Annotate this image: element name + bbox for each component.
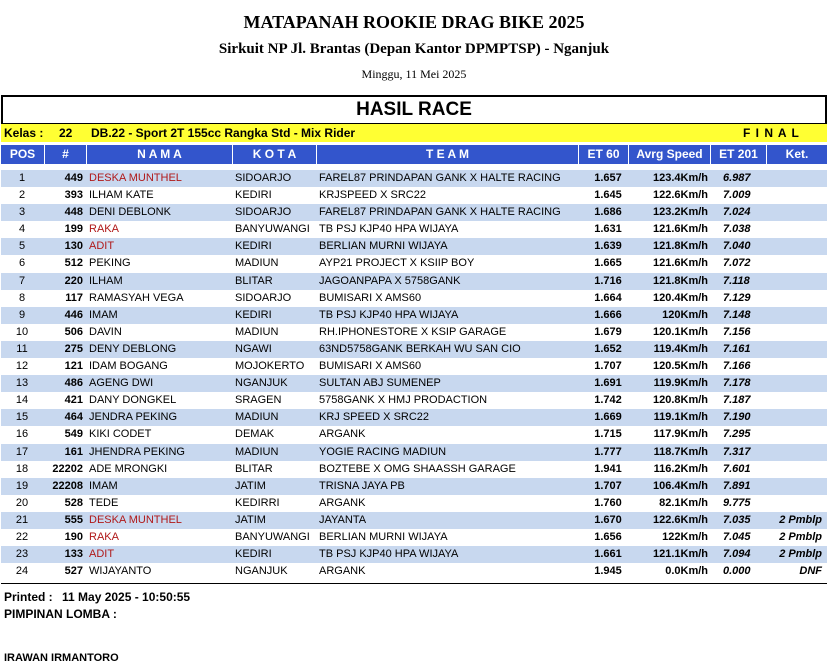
cell-team: JAGOANPAPA X 5758GANK: [319, 274, 461, 287]
cell-speed: 119.4Km/h: [653, 342, 708, 355]
pimpinan-label: PIMPINAN LOMBA :: [4, 607, 117, 621]
table-row: [1, 461, 827, 478]
cell-number: 121: [64, 360, 83, 373]
cell-pos: 13: [15, 377, 29, 390]
cell-et60: 1.656: [594, 530, 622, 543]
cell-speed: 118.7Km/h: [653, 445, 708, 458]
cell-et201: 7.024: [723, 206, 751, 219]
cell-name: ILHAM: [89, 274, 123, 287]
cell-et201: 7.190: [723, 411, 751, 424]
cell-name: DENI DEBLONK: [89, 206, 171, 219]
cell-speed: 116.2Km/h: [653, 462, 708, 475]
cell-number: 549: [64, 428, 83, 441]
cell-city: SIDOARJO: [235, 172, 292, 184]
cell-name: RAMASYAH VEGA: [89, 291, 184, 304]
event-subtitle: Sirkuit NP Jl. Brantas (Depan Kantor DPMPTSP) - Nganjuk: [218, 41, 610, 57]
cell-city: MOJOKERTO: [235, 360, 305, 373]
cell-pos: 3: [18, 206, 26, 219]
cell-name: ADIT: [89, 548, 115, 561]
table-row: [1, 409, 827, 426]
cell-team: FAREL87 PRINDAPAN GANK X HALTE RACING: [319, 206, 561, 219]
cell-city: BLITAR: [235, 462, 273, 475]
cell-city: SIDOARJO: [235, 206, 292, 219]
event-title: MATAPANAH ROOKIE DRAG BIKE 2025: [243, 12, 585, 32]
cell-speed: 82.1Km/h: [659, 496, 708, 509]
cell-ket: 2 Pmblp: [779, 548, 822, 561]
cell-team: BERLIAN MURNI WIJAYA: [319, 530, 448, 543]
cell-et201: 7.161: [723, 342, 751, 355]
cell-pos: 5: [18, 240, 26, 253]
cell-et60: 1.657: [594, 172, 622, 184]
cell-team: FAREL87 PRINDAPAN GANK X HALTE RACING: [319, 172, 561, 184]
table-row: [1, 221, 827, 238]
cell-speed: 121.8Km/h: [652, 274, 708, 287]
cell-pos: 22: [15, 530, 29, 543]
cell-et201: 7.156: [723, 325, 751, 338]
table-row: [1, 358, 827, 375]
cell-city: DEMAK: [235, 428, 275, 441]
cell-number: 275: [64, 342, 83, 355]
col-et60: ET 60: [579, 145, 629, 164]
cell-team: KRJ SPEED X SRC22: [319, 411, 430, 424]
cell-pos: 18: [15, 462, 29, 475]
cell-city: KEDIRRI: [235, 496, 280, 509]
cell-name: DAVIN: [89, 325, 122, 338]
cell-speed: 0.0Km/h: [665, 565, 708, 578]
cell-pos: 10: [15, 325, 29, 338]
cell-number: 527: [64, 565, 83, 578]
table-row: [1, 324, 827, 341]
table-row: [1, 341, 827, 358]
cell-team: ARGANK: [319, 565, 366, 578]
cell-et60: 1.760: [594, 496, 622, 509]
table-row: [1, 273, 827, 290]
col-kota: K O T A: [233, 145, 317, 164]
cell-number: 528: [64, 496, 83, 509]
cell-number: 512: [64, 257, 83, 270]
cell-pos: 23: [15, 548, 29, 561]
cell-team: BOZTEBE X OMG SHAASSH GARAGE: [319, 462, 516, 475]
cell-et60: 1.645: [594, 189, 622, 202]
table-row: [1, 255, 827, 272]
event-date: Minggu, 11 Mei 2025: [361, 67, 467, 81]
cell-et60: 1.686: [594, 206, 622, 219]
printed-value: 11 May 2025 - 10:50:55: [62, 590, 191, 604]
cell-name: KIKI CODET: [89, 428, 152, 441]
cell-pos: 11: [16, 342, 28, 355]
cell-et60: 1.670: [594, 513, 622, 526]
cell-name: ADE MRONGKI: [89, 462, 168, 475]
cell-name: WIJAYANTO: [89, 565, 152, 578]
cell-et201: 9.775: [723, 496, 751, 509]
cell-speed: 120.8Km/h: [652, 394, 708, 407]
cell-number: 22208: [52, 479, 83, 492]
class-bar: [1, 124, 827, 142]
cell-name: IMAM: [89, 479, 118, 492]
cell-name: ADIT: [89, 240, 115, 253]
cell-number: 555: [64, 513, 83, 526]
cell-team: 5758GANK X HMJ PRODACTION: [319, 394, 488, 407]
cell-team: BUMISARI X AMS60: [319, 360, 422, 373]
cell-pos: 7: [18, 274, 26, 287]
cell-et201: 7.118: [723, 274, 750, 287]
table-bottom-line: [1, 583, 827, 584]
cell-city: MADIUN: [235, 257, 279, 270]
cell-pos: 8: [18, 291, 26, 304]
cell-pos: 12: [15, 360, 29, 373]
table-row: [1, 187, 827, 204]
cell-name: ILHAM KATE: [89, 189, 154, 202]
cell-ket: DNF: [799, 565, 822, 578]
cell-name: AGENG DWI: [89, 377, 154, 390]
cell-ket: 2 Pmblp: [779, 513, 822, 526]
cell-city: BLITAR: [235, 274, 273, 287]
cell-city: BANYUWANGI: [235, 223, 310, 236]
col-pos: POS: [1, 145, 45, 164]
col-speed: Avrg Speed: [629, 145, 711, 164]
cell-number: 161: [64, 445, 83, 458]
cell-et201: 7.129: [723, 291, 751, 304]
cell-et60: 1.679: [594, 325, 622, 338]
cell-et201: 7.045: [723, 530, 751, 543]
cell-city: MADIUN: [235, 445, 279, 458]
cell-name: TEDE: [89, 496, 119, 509]
cell-number: 22202: [52, 462, 83, 475]
cell-number: 506: [64, 325, 83, 338]
table-row: [1, 204, 827, 221]
cell-et201: 7.035: [723, 513, 751, 526]
cell-city: SRAGEN: [235, 394, 282, 407]
cell-number: 199: [64, 223, 83, 236]
table-row: [1, 495, 827, 512]
cell-speed: 119.9Km/h: [653, 377, 708, 390]
cell-pos: 14: [15, 394, 29, 407]
cell-number: 421: [64, 394, 83, 407]
cell-name: DANY DONGKEL: [89, 394, 177, 407]
cell-name: IDAM BOGANG: [89, 360, 168, 373]
table-header: [1, 145, 827, 164]
cell-name: DENY DEBLONG: [89, 342, 177, 355]
cell-team: 63ND5758GANK BERKAH WU SAN CIO: [319, 342, 521, 355]
cell-et60: 1.665: [594, 257, 622, 270]
col-team: T E A M: [317, 145, 579, 164]
cell-et201: 0.000: [723, 565, 751, 578]
table-row: [1, 170, 827, 187]
cell-team: TB PSJ KJP40 HPA WIJAYA: [319, 308, 459, 321]
table-row: [1, 426, 827, 443]
cell-et60: 1.715: [594, 428, 622, 441]
printed-line: [4, 590, 191, 604]
cell-et201: 7.295: [723, 428, 751, 441]
col-et201: ET 201: [711, 145, 767, 164]
cell-et60: 1.691: [594, 377, 622, 390]
cell-et201: 7.166: [723, 360, 751, 373]
cell-team: JAYANTA: [319, 513, 367, 526]
cell-et201: 7.094: [723, 548, 751, 561]
cell-pos: 17: [15, 445, 29, 458]
class-stage: F I N A L: [743, 126, 800, 140]
cell-name: RAKA: [89, 223, 119, 236]
cell-team: ARGANK: [319, 428, 366, 441]
table-row: [1, 529, 827, 546]
col-ket: Ket.: [785, 147, 809, 161]
cell-team: SULTAN ABJ SUMENEP: [319, 377, 441, 390]
table-row: [1, 444, 827, 461]
cell-city: BANYUWANGI: [235, 530, 310, 543]
cell-et60: 1.664: [594, 291, 622, 304]
cell-et60: 1.945: [594, 565, 622, 578]
table-row: [1, 512, 827, 529]
cell-et201: 7.891: [723, 479, 751, 492]
result-banner: HASIL RACE: [1, 95, 827, 125]
table-row: [1, 290, 827, 307]
cell-speed: 120.4Km/h: [652, 291, 708, 304]
cell-pos: 19: [15, 479, 29, 492]
col-nama: N A M A: [87, 145, 233, 164]
col-no: #: [45, 145, 87, 164]
class-name: DB.22 - Sport 2T 155cc Rangka Std - Mix Rider: [91, 126, 356, 140]
cell-team: TB PSJ KJP40 HPA WIJAYA: [319, 223, 459, 236]
cell-city: MADIUN: [235, 325, 279, 338]
cell-et60: 1.652: [594, 342, 622, 355]
table-row: [1, 307, 827, 324]
cell-pos: 9: [18, 308, 26, 321]
cell-team: YOGIE RACING MADIUN: [319, 445, 447, 458]
cell-number: 446: [64, 308, 83, 321]
cell-city: JATIM: [235, 479, 266, 492]
cell-city: SIDOARJO: [235, 291, 292, 304]
cell-name: JHENDRA PEKING: [89, 445, 185, 458]
cell-et60: 1.631: [594, 223, 622, 236]
cell-team: RH.IPHONESTORE X KSIP GARAGE: [319, 325, 507, 338]
table-row: [1, 375, 827, 392]
cell-speed: 121.8Km/h: [652, 240, 708, 253]
cell-et60: 1.707: [594, 360, 622, 373]
cell-team: BUMISARI X AMS60: [319, 291, 422, 304]
cell-speed: 120Km/h: [662, 308, 708, 321]
cell-pos: 15: [15, 411, 29, 424]
signatory-name: IRAWAN IRMANTORO: [4, 652, 119, 664]
cell-speed: 120.1Km/h: [652, 325, 708, 338]
cell-speed: 106.4Km/h: [652, 479, 708, 492]
cell-et201: 7.040: [723, 240, 751, 253]
cell-speed: 117.9Km/h: [653, 428, 708, 441]
cell-name: PEKING: [89, 257, 131, 270]
class-label: Kelas :: [4, 126, 44, 140]
table-row: [1, 392, 827, 409]
cell-city: NGANJUK: [235, 565, 288, 578]
cell-team: ARGANK: [319, 496, 366, 509]
table-row: [1, 478, 827, 495]
cell-speed: 123.4Km/h: [652, 172, 708, 184]
cell-speed: 122.6Km/h: [652, 189, 708, 202]
cell-team: TB PSJ KJP40 HPA WIJAYA: [319, 548, 459, 561]
cell-speed: 119.1Km/h: [653, 411, 708, 424]
cell-number: 130: [64, 240, 83, 253]
cell-pos: 2: [18, 189, 26, 202]
cell-et60: 1.707: [594, 479, 622, 492]
cell-et60: 1.666: [594, 308, 622, 321]
cell-pos: 20: [15, 496, 29, 509]
cell-et201: 7.178: [723, 377, 751, 390]
cell-number: 449: [64, 172, 83, 184]
table-row: [1, 238, 827, 255]
cell-et60: 1.669: [594, 411, 622, 424]
cell-speed: 121.1Km/h: [652, 548, 708, 561]
cell-et201: 7.317: [723, 445, 751, 458]
cell-team: TRISNA JAYA PB: [319, 479, 405, 492]
cell-speed: 122Km/h: [662, 530, 708, 543]
cell-pos: 16: [15, 428, 29, 441]
cell-speed: 121.6Km/h: [652, 223, 708, 236]
cell-city: NGAWI: [235, 342, 272, 355]
cell-number: 133: [64, 548, 83, 561]
cell-name: DESKA MUNTHEL: [89, 513, 182, 526]
cell-et60: 1.941: [594, 462, 622, 475]
cell-number: 190: [64, 530, 83, 543]
cell-pos: 21: [15, 513, 29, 526]
cell-team: AYP21 PROJECT X KSIIP BOY: [319, 257, 475, 270]
cell-et201: 7.072: [723, 257, 751, 270]
cell-et60: 1.639: [594, 240, 622, 253]
cell-et201: 6.987: [723, 172, 751, 184]
cell-et60: 1.777: [594, 445, 622, 458]
cell-et60: 1.716: [594, 274, 622, 287]
cell-pos: 1: [18, 172, 26, 184]
cell-team: KRJSPEED X SRC22: [319, 189, 426, 202]
cell-number: 448: [64, 206, 83, 219]
cell-et201: 7.187: [723, 394, 751, 407]
table-row: [1, 546, 827, 563]
cell-pos: 4: [18, 223, 26, 236]
cell-city: KEDIRI: [235, 240, 272, 253]
cell-speed: 121.6Km/h: [652, 257, 708, 270]
printed-label: Printed :: [4, 590, 53, 604]
cell-et201: 7.038: [723, 223, 751, 236]
cell-speed: 120.5Km/h: [652, 360, 708, 373]
cell-number: 486: [64, 377, 83, 390]
cell-name: RAKA: [89, 530, 119, 543]
cell-et201: 7.009: [723, 189, 751, 202]
cell-name: DESKA MUNTHEL: [89, 172, 182, 184]
cell-et60: 1.742: [594, 394, 622, 407]
table-row: [1, 563, 827, 580]
cell-et201: 7.601: [723, 462, 751, 475]
cell-ket: 2 Pmblp: [779, 530, 822, 543]
cell-speed: 123.2Km/h: [652, 206, 708, 219]
cell-et201: 7.148: [723, 308, 751, 321]
cell-city: MADIUN: [235, 411, 279, 424]
cell-city: JATIM: [235, 513, 266, 526]
cell-number: 117: [65, 291, 83, 304]
cell-city: KEDIRI: [235, 548, 272, 561]
class-number: 22: [59, 126, 73, 140]
cell-name: JENDRA PEKING: [89, 411, 178, 424]
cell-speed: 122.6Km/h: [652, 513, 708, 526]
cell-et60: 1.661: [594, 548, 622, 561]
results-table: [1, 170, 827, 580]
cell-number: 393: [64, 189, 83, 202]
cell-pos: 6: [18, 257, 26, 270]
cell-city: KEDIRI: [235, 189, 272, 202]
cell-city: KEDIRI: [235, 308, 272, 321]
cell-pos: 24: [15, 565, 29, 578]
cell-team: BERLIAN MURNI WIJAYA: [319, 240, 448, 253]
cell-city: NGANJUK: [235, 377, 288, 390]
cell-name: IMAM: [89, 308, 118, 321]
cell-number: 464: [64, 411, 83, 424]
cell-number: 220: [64, 274, 83, 287]
